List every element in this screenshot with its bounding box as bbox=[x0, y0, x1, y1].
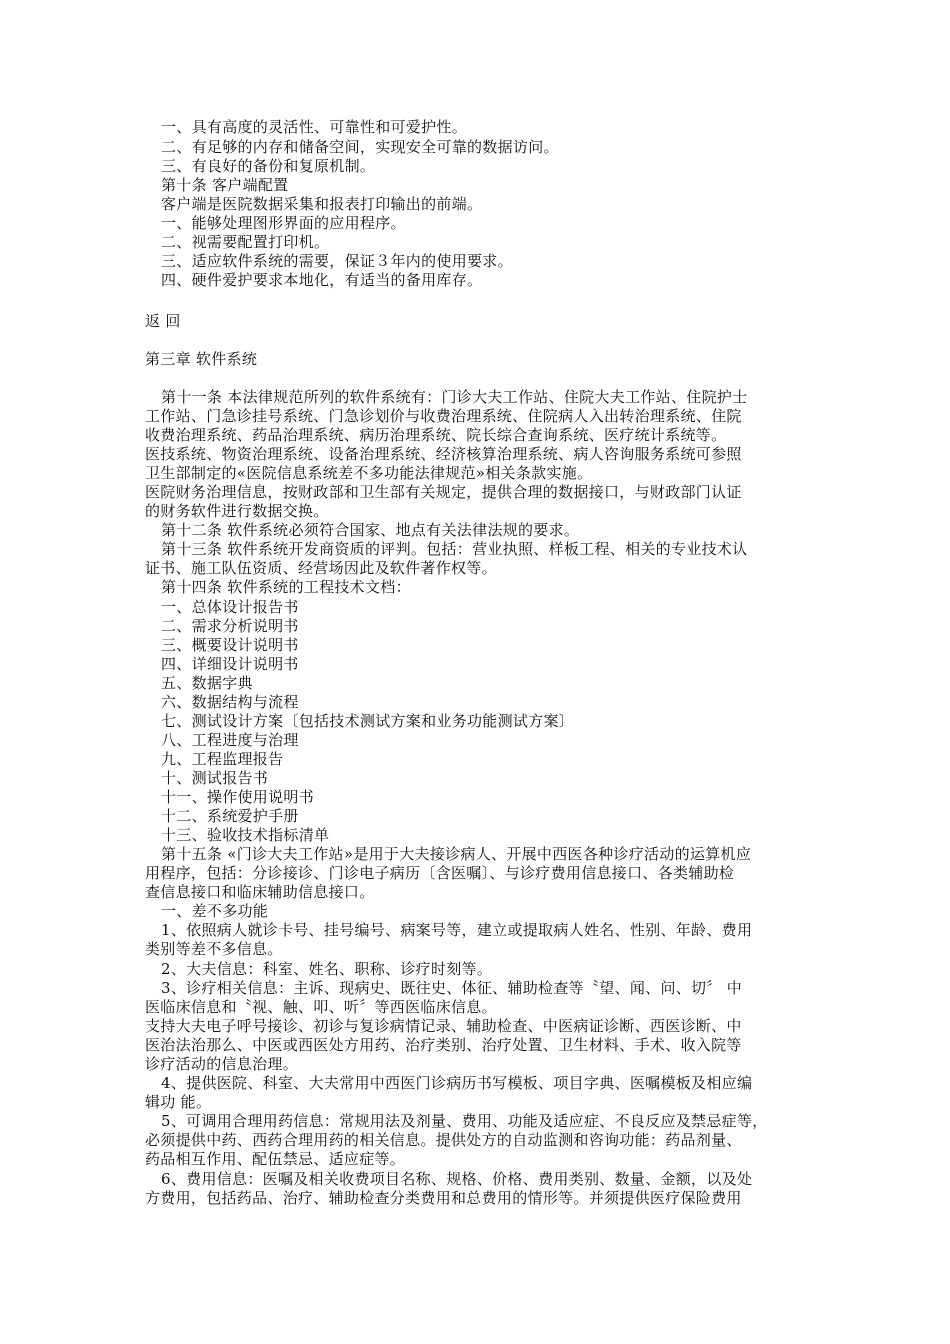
text-line: 3、诊疗相关信息：主诉、现病史、既往史、体征、辅助检查等〝望、闻、问、切〞 中 bbox=[161, 979, 743, 997]
text-line: 四、硬件爱护要求本地化，有适当的备用库存。 bbox=[161, 271, 483, 289]
text-line: 必须提供中药、西药合理用药的相关信息。提供处方的自动监测和咨询功能：药品剂量、 bbox=[145, 1131, 742, 1149]
text-line: 十三、验收技术指标清单 bbox=[161, 826, 330, 844]
text-line: 查信息接口和临床辅助信息接口。 bbox=[145, 883, 375, 901]
text-line: 5、可调用合理用药信息：常规用法及剂量、费用、功能及适应症、不良反应及禁忌症等， bbox=[161, 1112, 768, 1130]
text-line: 三、概要设计说明书 bbox=[161, 636, 299, 654]
text-line: 诊疗活动的信息治理。 bbox=[145, 1055, 299, 1073]
text-line: 医治法治那么、中医或西医处方用药、治疗类别、治疗处置、卫生材料、手术、收入院等 bbox=[145, 1036, 742, 1054]
text-line: 工作站、门急诊挂号系统、门急诊划价与收费治理系统、住院病人入出转治理系统、住院 bbox=[145, 407, 742, 425]
text-line: 收费治理系统、药品治理系统、病历治理系统、院长综合查询系统、医疗统计系统等。 bbox=[145, 426, 727, 444]
text-line: 一、差不多功能 bbox=[161, 902, 269, 920]
text-line: 支持大夫电子呼号接诊、初诊与复诊病情记录、辅助检查、中医病证诊断、西医诊断、中 bbox=[145, 1017, 742, 1035]
text-line: 八、工程进度与治理 bbox=[161, 731, 299, 749]
text-line: 九、工程监理报告 bbox=[161, 750, 284, 768]
text-line: 辑功 能。 bbox=[145, 1093, 212, 1111]
text-line: 二、需求分析说明书 bbox=[161, 617, 299, 635]
text-line: 一、能够处理图形界面的应用程序。 bbox=[161, 214, 406, 232]
text-line: 七、测试设计方案〔包括技术测试方案和业务功能测试方案〕 bbox=[161, 712, 575, 730]
text-line: 第十五条 «门诊大夫工作站»是用于大夫接诊病人、开展中西医各种诊疗活动的运算机应 bbox=[161, 845, 752, 863]
text-line: 的财务软件进行数据交换。 bbox=[145, 502, 329, 520]
text-line: 十二、系统爱护手册 bbox=[161, 807, 299, 825]
text-line: 医技系统、物资治理系统、设备治理系统、经济核算治理系统、病人咨询服务系统可参照 bbox=[145, 445, 742, 463]
text-line: 三、适应软件系统的需要，保证３年内的使用要求。 bbox=[161, 252, 513, 270]
text-line: 医院财务治理信息，按财政部和卫生部有关规定，提供合理的数据接口，与财政部门认证 bbox=[145, 483, 742, 501]
text-line: 客户端是医院数据采集和报表打印输出的前端。 bbox=[161, 195, 483, 213]
text-line: 医临床信息和〝视、触、叩、听〞等西医临床信息。 bbox=[145, 998, 497, 1016]
text-line: 第十一条 本法律规范所列的软件系统有：门诊大夫工作站、住院大夫工作站、住院护士 bbox=[161, 388, 748, 406]
text-line: 三、有良好的备份和复原机制。 bbox=[161, 157, 376, 175]
text-line: 卫生部制定的«医院信息系统差不多功能法律规范»相关条款实施。 bbox=[145, 464, 593, 482]
text-line: 2、大夫信息：科室、姓名、职称、诊疗时刻等。 bbox=[161, 960, 493, 978]
text-line: 第十三条 软件系统开发商资质的评判。包括：营业执照、样板工程、相关的专业技术认 bbox=[161, 540, 748, 558]
text-line: 1、依照病人就诊卡号、挂号编号、病案号等，建立或提取病人姓名、性别、年龄、费用 bbox=[161, 921, 753, 939]
text-line: 一、总体设计报告书 bbox=[161, 598, 299, 616]
text-line: 二、视需要配置打印机。 bbox=[161, 233, 330, 251]
text-line: 4、提供医院、科室、大夫常用中西医门诊病历书写模板、项目字典、医嘱模板及相应编 bbox=[161, 1074, 753, 1092]
text-line: 第十二条 软件系统必须符合国家、地点有关法律法规的要求。 bbox=[161, 521, 580, 539]
text-line: 药品相互作用、配伍禁忌、适应症等。 bbox=[145, 1150, 406, 1168]
text-line: 类别等差不多信息。 bbox=[145, 940, 283, 958]
text-line: 方费用，包括药品、治疗、辅助检查分类费用和总费用的情形等。并须提供医疗保险费用 bbox=[145, 1189, 742, 1207]
text-line: 第十四条 软件系统的工程技术文档： bbox=[161, 578, 411, 596]
text-line: 第三章 软件系统 bbox=[145, 350, 258, 368]
text-line: 六、数据结构与流程 bbox=[161, 693, 299, 711]
text-line: 十一、操作使用说明书 bbox=[161, 788, 315, 806]
text-line: 一、具有高度的灵活性、可靠性和可爱护性。 bbox=[161, 118, 468, 136]
text-line: 第十条 客户端配置 bbox=[161, 176, 289, 194]
text-line: 四、详细设计说明书 bbox=[161, 655, 299, 673]
text-line: 用程序，包括：分诊接诊、门诊电子病历〔含医嘱〕、与诊疗费用信息接口、各类辅助检 bbox=[145, 864, 735, 882]
text-line: 证书、施工队伍资质、经营场因此及软件著作权等。 bbox=[145, 559, 497, 577]
text-line: 6、费用信息：医嘱及相关收费项目名称、规格、价格、费用类别、数量、金额，以及处 bbox=[161, 1170, 753, 1188]
text-line: 二、有足够的内存和储备空间，实现安全可靠的数据访问。 bbox=[161, 138, 559, 156]
text-line: 返 回 bbox=[145, 312, 181, 330]
text-line: 五、数据字典 bbox=[161, 674, 253, 692]
text-line: 十、测试报告书 bbox=[161, 769, 269, 787]
